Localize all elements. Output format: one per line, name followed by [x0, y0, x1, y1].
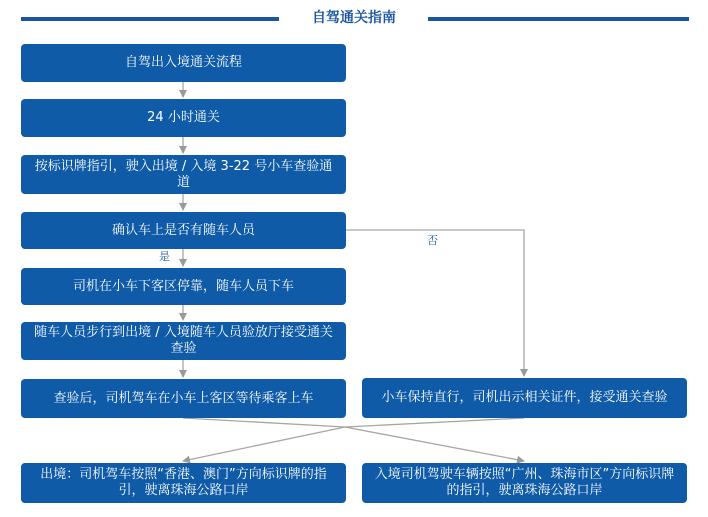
arrow-merge-to-entry	[345, 427, 524, 461]
step-check-passengers: 确认车上是否有随车人员	[21, 212, 346, 249]
step-go-straight: 小车保持直行，司机出示相关证件，接受通关查验	[362, 378, 687, 418]
arrow-no-branch	[346, 230, 524, 376]
label-yes: 是	[159, 250, 170, 263]
line-straight-to-merge	[345, 418, 524, 427]
step-flow: 自驾出入境通关流程	[21, 44, 346, 82]
label-no: 否	[427, 234, 438, 247]
step-exit-route: 出境：司机驾车按照“香港、澳门”方向标识牌的指引，驶离珠海公路口岸	[21, 463, 346, 503]
step-entry-route: 入境司机驾驶车辆按照“广州、珠海市区”方向标识牌的指引，驶离珠海公路口岸	[362, 463, 687, 503]
page-title: 自驾通关指南	[312, 10, 396, 26]
step-lane: 按标识牌指引，驶入出境 / 入境 3-22 号小车查验通道	[21, 155, 346, 194]
arrow-merge-to-exit	[183, 427, 345, 461]
step-driver-stop: 司机在小车下客区停靠，随车人员下车	[21, 268, 346, 305]
step-24h: 24 小时通关	[21, 99, 346, 137]
step-wait-pickup: 查验后，司机驾车在小车上客区等待乘客上车	[21, 379, 346, 418]
step-passenger-walk: 随车人员步行到出境 / 入境随车人员验放厅接受通关查验	[21, 322, 346, 360]
line-wait-to-merge	[183, 418, 345, 427]
